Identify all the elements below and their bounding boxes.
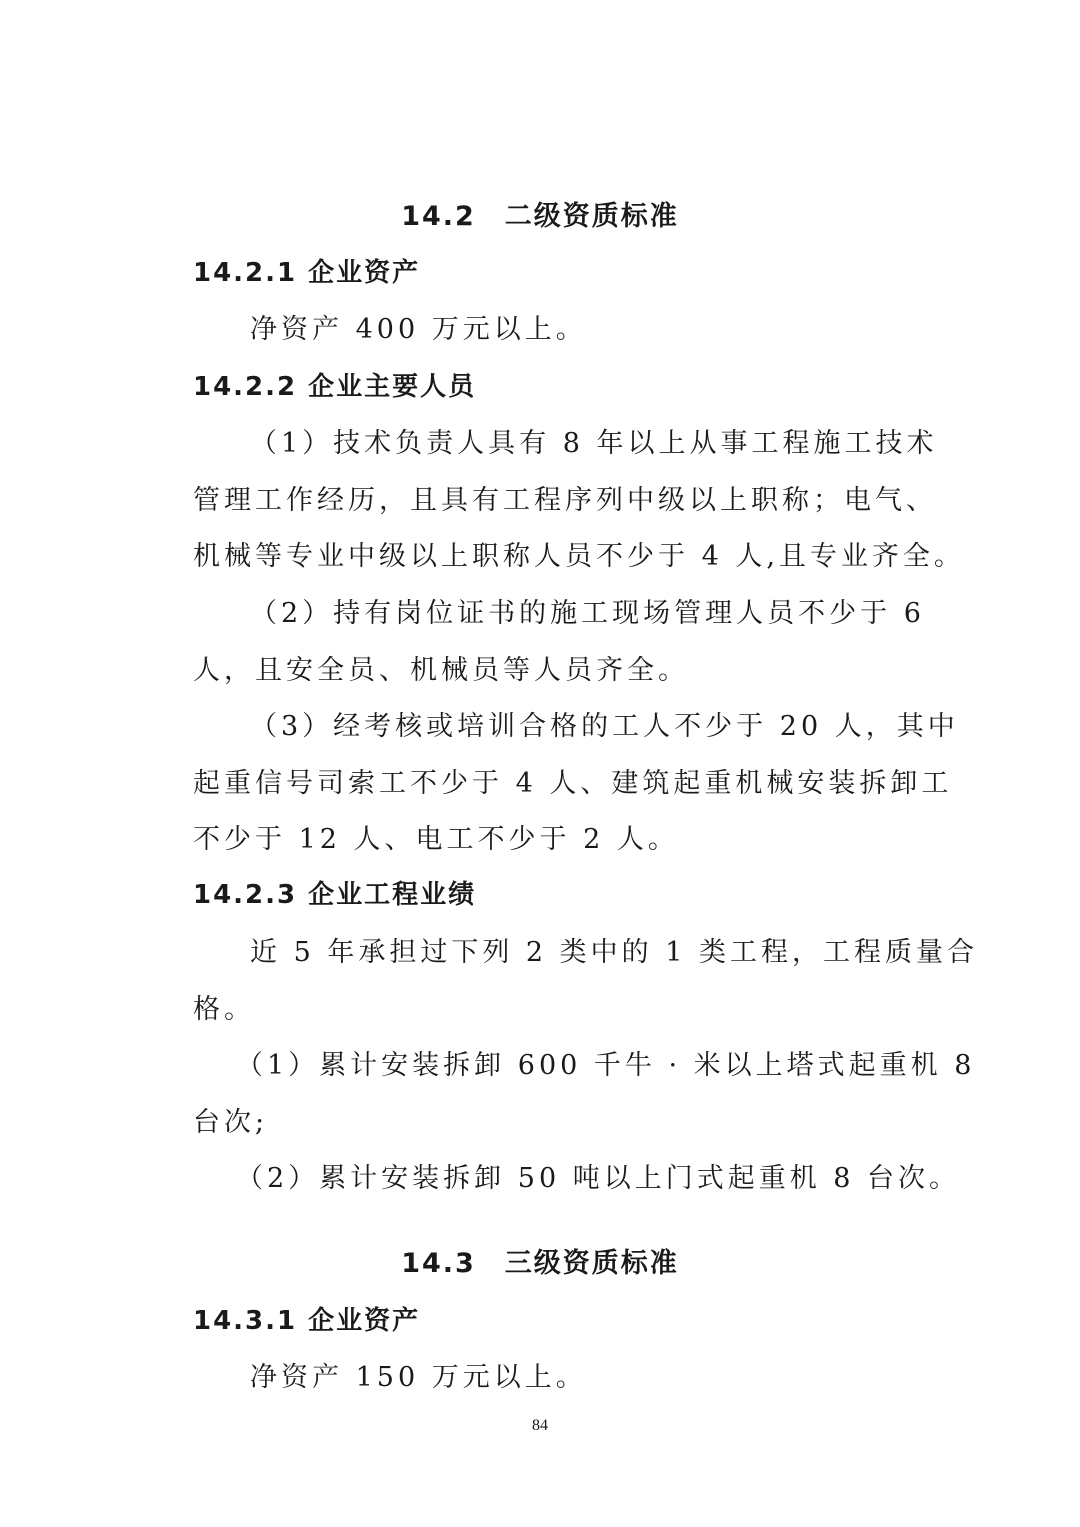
paragraph-line: 净资产 400 万元以上。 bbox=[250, 314, 587, 345]
paragraph-line: 近 5 年承担过下列 2 类中的 1 类工程，工程质量合 bbox=[250, 937, 979, 968]
page-number: 84 bbox=[532, 1417, 548, 1434]
paragraph-line: 管理工作经历，且具有工程序列中级以上职称；电气、 bbox=[193, 485, 937, 516]
paragraph-line: （1）技术负责人具有 8 年以上从事工程施工技术 bbox=[250, 428, 938, 459]
section-title-14-3: 14.3 三级资质标准 bbox=[401, 1248, 679, 1279]
subheading-14-2-1: 14.2.1 企业资产 bbox=[193, 258, 421, 288]
paragraph-line: 台次; bbox=[193, 1107, 269, 1138]
paragraph-line: 净资产 150 万元以上。 bbox=[250, 1362, 587, 1393]
subheading-14-2-2: 14.2.2 企业主要人员 bbox=[193, 372, 477, 402]
subheading-14-3-1: 14.3.1 企业资产 bbox=[193, 1306, 421, 1336]
paragraph-line: （2）持有岗位证书的施工现场管理人员不少于 6 bbox=[250, 598, 925, 629]
paragraph-line: 格。 bbox=[193, 994, 255, 1025]
paragraph-line: 机械等专业中级以上职称人员不少于 4 人,且专业齐全。 bbox=[193, 541, 965, 572]
paragraph-line: （3）经考核或培训合格的工人不少于 20 人，其中 bbox=[250, 711, 959, 742]
paragraph-line: 人，且安全员、机械员等人员齐全。 bbox=[193, 655, 689, 686]
paragraph-line: （1）累计安装拆卸 600 千牛 · 米以上塔式起重机 8 bbox=[236, 1050, 976, 1081]
paragraph-line: 起重信号司索工不少于 4 人、建筑起重机械安装拆卸工 bbox=[193, 768, 953, 799]
paragraph-line: （2）累计安装拆卸 50 吨以上门式起重机 8 台次。 bbox=[236, 1163, 961, 1194]
paragraph-line: 不少于 12 人、电工不少于 2 人。 bbox=[193, 824, 679, 855]
section-title-14-2: 14.2 二级资质标准 bbox=[401, 201, 679, 232]
subheading-14-2-3: 14.2.3 企业工程业绩 bbox=[193, 880, 477, 910]
